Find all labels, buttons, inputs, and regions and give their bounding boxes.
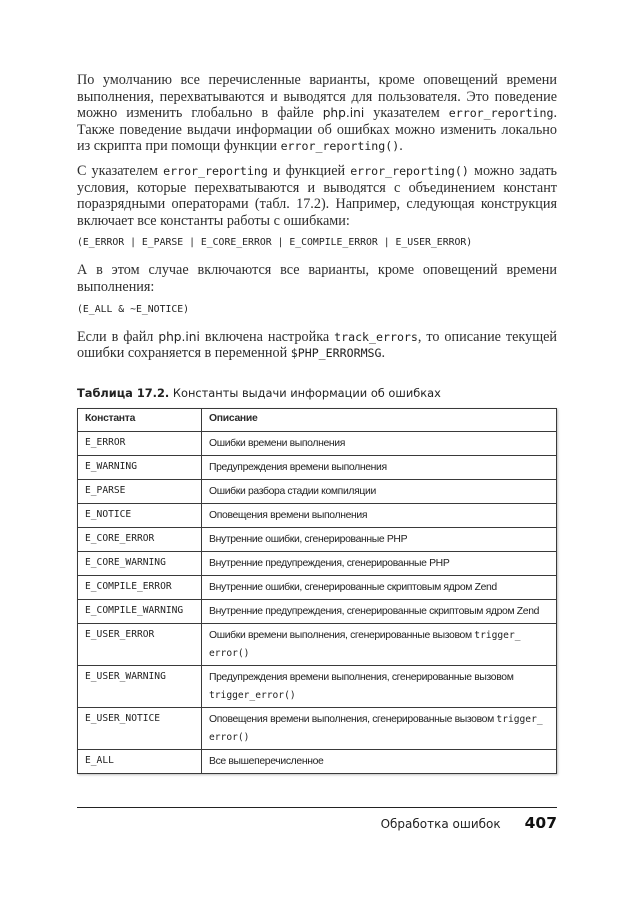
description-cell xyxy=(202,503,557,527)
table-caption xyxy=(77,386,557,400)
code-inline: $PHP_ERRORMSG xyxy=(290,346,382,361)
text: . xyxy=(381,345,386,362)
constant-cell: E_USER_NOTICE xyxy=(78,707,202,749)
constant-cell: E_ERROR xyxy=(78,431,202,455)
table-caption-label: Таблица 17.2. xyxy=(77,385,170,400)
code-inline: error_reporting() xyxy=(350,163,469,178)
code-inline: error_reporting xyxy=(448,106,554,121)
code-example-1: (E_ERROR | E_PARSE | E_CORE_ERROR | E_COMPILE_ERROR | E_USER_ERROR) xyxy=(77,237,473,249)
description-cell xyxy=(202,551,557,575)
text: и функцией xyxy=(267,162,351,179)
table-caption-text: Константы выдачи информации об ошибках xyxy=(169,385,441,400)
table-row xyxy=(78,599,557,623)
text: , то описание текущей ошибки сохраняется в переменной xyxy=(77,328,558,362)
code-example-2: (E_ALL & ~E_NOTICE) xyxy=(77,303,190,315)
constant-cell: E_CORE_ERROR xyxy=(78,527,202,551)
description-cell xyxy=(202,599,557,623)
code-inline: trigger_ error() xyxy=(209,713,543,743)
description-cell xyxy=(202,479,557,503)
constant-cell: E_WARNING xyxy=(78,455,202,479)
constant-cell: E_NOTICE xyxy=(78,503,202,527)
page-number: 407 xyxy=(524,814,557,832)
column-header-constant: Константа xyxy=(78,408,202,431)
constant-cell: E_COMPILE_ERROR xyxy=(78,575,202,599)
description-cell xyxy=(202,665,557,707)
text: С указателем xyxy=(77,162,164,179)
description-cell xyxy=(202,707,557,749)
description-text: Предупреждения времени выполнения xyxy=(209,461,387,473)
description-cell xyxy=(202,455,557,479)
description-text: Внутренние предупреждения, сгенерированные скриптовым ядром Zend xyxy=(209,605,540,617)
code-inline: error_reporting xyxy=(163,163,268,178)
book-page-body xyxy=(77,72,557,774)
table-row xyxy=(78,527,557,551)
description-cell xyxy=(202,431,557,455)
description-text: Внутренние предупреждения, сгенерированные PHP xyxy=(209,557,450,569)
text: По умолчанию все перечисленные варианты, кроме оповещений времени выполнения, перехватываются и выводятся для пользователя. Это поведение можно изменить глобально в файле xyxy=(77,72,557,122)
description-cell xyxy=(202,575,557,599)
text: можно задать условия, которые перехватываются и выводятся с объединением констант поразрядными операторами (табл. 17.2). Например, следующая конструкция включает все константы работы с ошибками: xyxy=(77,162,557,229)
constant-cell: E_PARSE xyxy=(78,479,202,503)
description-text: Оповещения времени выполнения, сгенерированные вызовом xyxy=(209,713,497,725)
text: включена настройка xyxy=(199,328,335,345)
constant-cell: E_USER_WARNING xyxy=(78,665,202,707)
paragraph-track-errors xyxy=(77,329,557,362)
constant-cell: E_ALL xyxy=(78,749,202,773)
code-inline: error_reporting() xyxy=(280,139,400,154)
text: Если в файл xyxy=(77,328,159,345)
description-text: Внутренние ошибки, сгенерированные PHP xyxy=(209,533,408,545)
paragraph-default-behavior xyxy=(77,72,557,155)
constant-cell: E_USER_ERROR xyxy=(78,623,202,665)
footer-divider xyxy=(77,807,557,808)
running-section-title: Обработка ошибок xyxy=(380,817,501,831)
table-row xyxy=(78,623,557,665)
description-text: Ошибки времени выполнения, сгенерированные вызовом xyxy=(209,629,475,641)
column-header-description: Описание xyxy=(202,408,557,431)
table-row xyxy=(78,551,557,575)
page-footer xyxy=(381,814,557,832)
text: . xyxy=(399,138,403,155)
description-cell xyxy=(202,527,557,551)
error-constants-table xyxy=(77,408,557,774)
paragraph-bitwise-constants xyxy=(77,163,557,229)
text: указателем xyxy=(364,105,449,122)
description-text: Внутренние ошибки, сгенерированные скриптовым ядром Zend xyxy=(209,581,497,593)
table-row xyxy=(78,749,557,773)
table-row xyxy=(78,707,557,749)
table-row xyxy=(78,431,557,455)
description-text: Предупреждения времени выполнения, сгенерированные вызовом xyxy=(209,671,514,683)
description-cell xyxy=(202,623,557,665)
paragraph-exclude-notices: А в этом случае включаются все варианты, кроме оповещений времени выполнения: xyxy=(77,262,557,295)
table-header-row xyxy=(78,408,557,431)
constant-cell: E_COMPILE_WARNING xyxy=(78,599,202,623)
table-row xyxy=(78,455,557,479)
table-row xyxy=(78,479,557,503)
table-row xyxy=(78,665,557,707)
constant-cell: E_CORE_WARNING xyxy=(78,551,202,575)
description-text: Ошибки времени выполнения xyxy=(209,437,346,449)
filename-inline: php.ini xyxy=(158,329,200,344)
table-row xyxy=(78,575,557,599)
code-inline: track_errors xyxy=(334,329,418,344)
code-inline: trigger_ error() xyxy=(209,629,521,659)
filename-inline: php.ini xyxy=(322,106,365,121)
description-text: Все вышеперечисленное xyxy=(209,755,324,767)
text: . Также поведение выдачи информации об ошибках можно изменить локально из скрипта при помощи функции xyxy=(77,105,557,155)
description-cell xyxy=(202,749,557,773)
table-row xyxy=(78,503,557,527)
description-text: Ошибки разбора стадии компиляции xyxy=(209,485,376,497)
code-inline: trigger_error() xyxy=(209,689,296,701)
description-text: Оповещения времени выполнения xyxy=(209,509,368,521)
